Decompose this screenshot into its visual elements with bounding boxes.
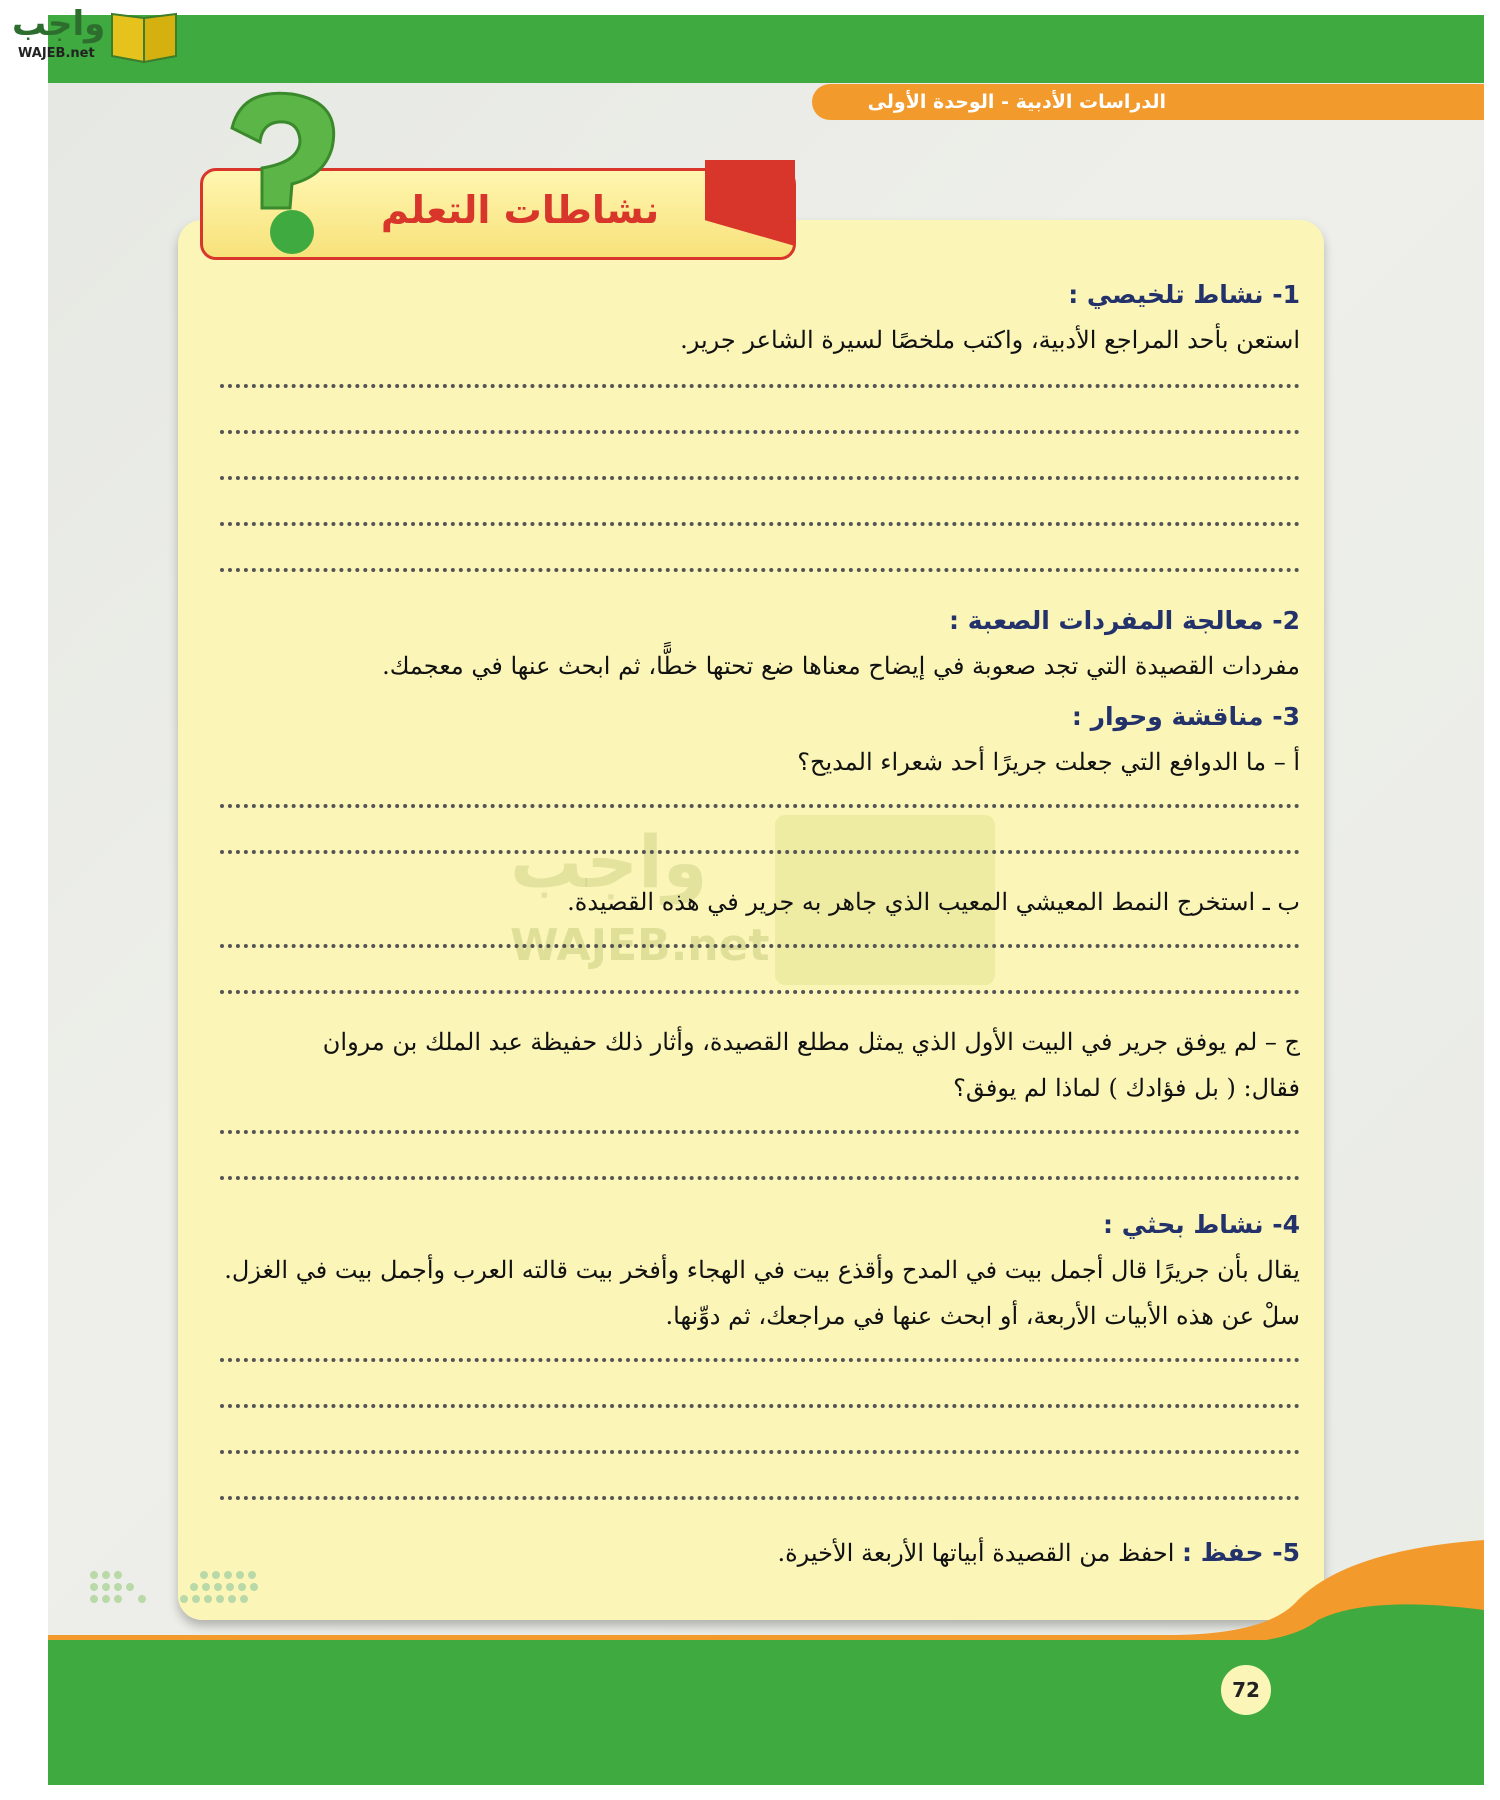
book-icon: [108, 8, 180, 64]
answer-line[interactable]: [220, 474, 1300, 480]
question-mark-icon: [212, 88, 352, 258]
answer-line[interactable]: [220, 988, 1300, 994]
section-3-question-c: ج – لم يوفق جرير في البيت الأول الذي يمثل مطلع القصيدة، وأثار ذلك حفيظة عبد الملك بن مروان: [322, 1028, 1300, 1056]
answer-line[interactable]: [220, 1494, 1300, 1500]
answer-line[interactable]: [220, 566, 1300, 572]
section-3-question-a: أ – ما الدوافع التي جعلت جريرًا أحد شعراء المديح؟: [797, 748, 1300, 776]
answer-line[interactable]: [220, 1448, 1300, 1454]
answer-line[interactable]: [220, 1174, 1300, 1180]
answer-line[interactable]: [220, 382, 1300, 388]
answer-line[interactable]: [220, 520, 1300, 526]
answer-line[interactable]: [220, 1356, 1300, 1362]
logo-english-text: WAJEB.net: [18, 46, 95, 61]
section-4-text-1: يقال بأن جريرًا قال أجمل بيت في المدح وأقذع بيت في الهجاء وأفخر بيت قالته العرب وأجمل بيت في الغزل.: [224, 1256, 1300, 1284]
section-5-text: احفظ من القصيدة أبياتها الأربعة الأخيرة.: [777, 1539, 1175, 1567]
answer-line[interactable]: [220, 848, 1300, 854]
page-title: نشاطات التعلم: [380, 188, 660, 232]
page-number: 72: [1218, 1662, 1274, 1718]
watermark-arabic: واجب: [510, 820, 708, 904]
section-3-heading: 3- مناقشة وحوار :: [1071, 702, 1300, 731]
section-2-heading: 2- معالجة المفردات الصعبة :: [949, 606, 1300, 635]
footer-green-band: [48, 1640, 1484, 1785]
section-4-text-2: سلْ عن هذه الأبيات الأربعة، أو ابحث عنها في مراجعك، ثم دوِّنها.: [665, 1302, 1300, 1330]
section-1-text: استعن بأحد المراجع الأدبية، واكتب ملخصًا لسيرة الشاعر جرير.: [680, 326, 1300, 354]
section-4-heading: 4- نشاط بحثي :: [1103, 1210, 1300, 1239]
section-3-question-b: ب ـ استخرج النمط المعيشي المعيب الذي جاهر به جرير في هذه القصيدة.: [567, 888, 1300, 916]
answer-line[interactable]: [220, 1402, 1300, 1408]
section-3-question-c-cont: فقال: ( بل فؤادك ) لماذا لم يوفق؟: [953, 1074, 1300, 1102]
answer-line[interactable]: [220, 428, 1300, 434]
answer-line[interactable]: [220, 1128, 1300, 1134]
watermark-english: WAJEB.net: [510, 920, 770, 971]
section-1-heading: 1- نشاط تلخيصي :: [1068, 280, 1300, 309]
logo-arabic-text: واجب: [12, 4, 106, 44]
breadcrumb-ribbon: الدراسات الأدبية - الوحدة الأولى: [812, 84, 1484, 120]
answer-line[interactable]: [220, 942, 1300, 948]
wajeb-logo[interactable]: [8, 4, 188, 74]
answer-line[interactable]: [220, 802, 1300, 808]
ministry-logo-icon: [84, 1565, 274, 1625]
section-2-text: مفردات القصيدة التي تجد صعوبة في إيضاح معناها ضع تحتها خطًّا، ثم ابحث عنها في معجمك.: [382, 652, 1300, 680]
section-5-heading: 5- حفظ :: [1182, 1538, 1300, 1567]
top-green-band: [48, 15, 1484, 83]
